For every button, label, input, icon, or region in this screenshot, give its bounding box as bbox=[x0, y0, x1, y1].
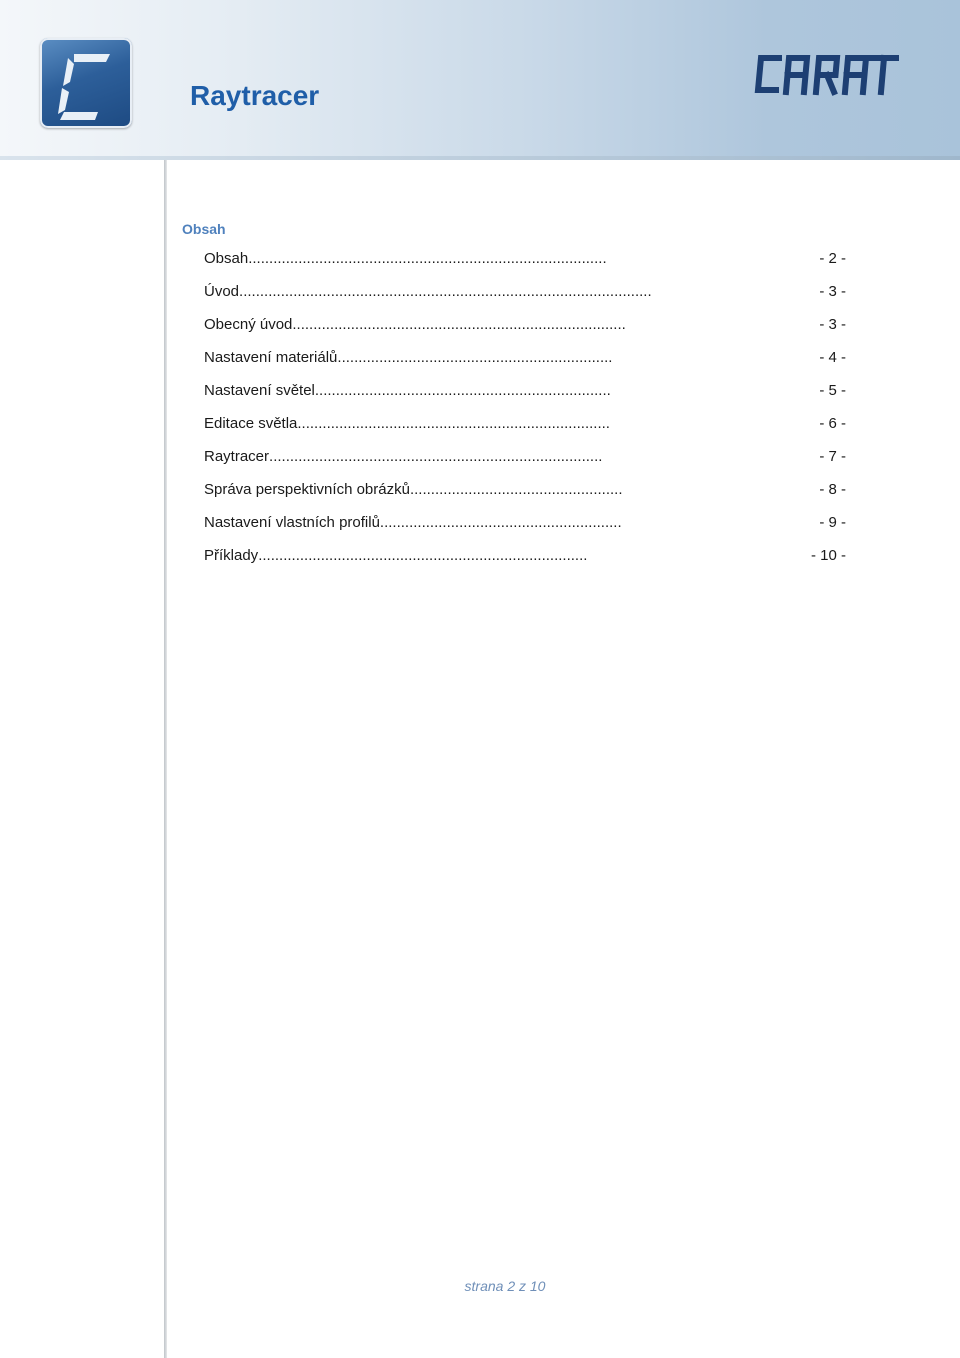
toc-page-number: - 3 - bbox=[819, 283, 846, 300]
toc-entry-label: Správa perspektivních obrázků. bbox=[204, 481, 415, 498]
toc-entry-obsah[interactable] bbox=[204, 242, 846, 275]
toc-dot-leader: ....................................................................... bbox=[314, 382, 611, 399]
toc-entry-label: Obsah bbox=[204, 250, 249, 267]
toc-entry-raytracer[interactable] bbox=[204, 440, 846, 473]
toc-entry-label: Obecný úvod bbox=[204, 316, 293, 333]
toc-page-number: - 4 - bbox=[819, 349, 846, 366]
toc-dot-leader: ................................................................................ bbox=[292, 316, 626, 333]
toc-page-number: - 8 - bbox=[819, 481, 846, 498]
toc-page-number: - 3 - bbox=[819, 316, 846, 333]
toc-entry-nastaveni-vlastnich-profilu[interactable] bbox=[204, 506, 846, 539]
toc-heading: Obsah bbox=[182, 221, 226, 237]
toc-entry-label: Raytracer bbox=[204, 448, 270, 465]
toc-entry-label: Nastavení světel bbox=[204, 382, 315, 399]
carat-brand-logo bbox=[752, 52, 902, 100]
toc-dot-leader: ................................................................................ bbox=[269, 448, 603, 465]
toc-entry-uvod[interactable] bbox=[204, 275, 846, 308]
toc-dot-leader: .......................................................... bbox=[379, 514, 622, 531]
toc-entry-label: Příklady bbox=[204, 547, 259, 564]
toc-entry-sprava-perspektivnich-obrazku[interactable] bbox=[204, 473, 846, 506]
toc-dot-leader: ............................................................................... bbox=[258, 547, 588, 564]
toc-entry-priklady[interactable] bbox=[204, 539, 846, 572]
toc-page-number: - 10 - bbox=[810, 547, 846, 564]
toc-entry-label: Editace světla bbox=[204, 415, 298, 432]
toc-entry-label: Nastavení vlastních profilů bbox=[204, 514, 380, 531]
toc-entry-label: Úvod bbox=[204, 283, 240, 300]
toc-dot-leader: .................................................. bbox=[414, 481, 623, 498]
toc-entry-nastaveni-materialu[interactable] bbox=[204, 341, 846, 374]
toc-page-number: - 6 - bbox=[819, 415, 846, 432]
toc-entry-nastaveni-svetel[interactable] bbox=[204, 374, 846, 407]
toc-page-number: - 7 - bbox=[819, 448, 846, 465]
document-title: Raytracer bbox=[190, 80, 320, 111]
toc-entry-label: Nastavení materiálů bbox=[204, 349, 338, 366]
toc-dot-leader: ........................................................................... bbox=[297, 415, 610, 432]
toc-page-number: - 2 - bbox=[819, 250, 846, 267]
toc-dot-leader: .................................................................. bbox=[337, 349, 613, 366]
table-of-contents bbox=[204, 242, 846, 572]
page-footer: strana 2 z 10 bbox=[464, 1278, 546, 1294]
toc-page-number: - 9 - bbox=[819, 514, 846, 531]
c-logo-icon bbox=[40, 38, 132, 128]
toc-dot-leader: ................................................................................................... bbox=[239, 283, 652, 300]
toc-dot-leader: ...................................................................................... bbox=[248, 250, 607, 267]
toc-entry-obecny-uvod[interactable] bbox=[204, 308, 846, 341]
toc-entry-editace-svetla[interactable] bbox=[204, 407, 846, 440]
toc-page-number: - 5 - bbox=[819, 382, 846, 399]
header-divider bbox=[0, 156, 960, 160]
left-margin-rule bbox=[164, 160, 167, 1358]
